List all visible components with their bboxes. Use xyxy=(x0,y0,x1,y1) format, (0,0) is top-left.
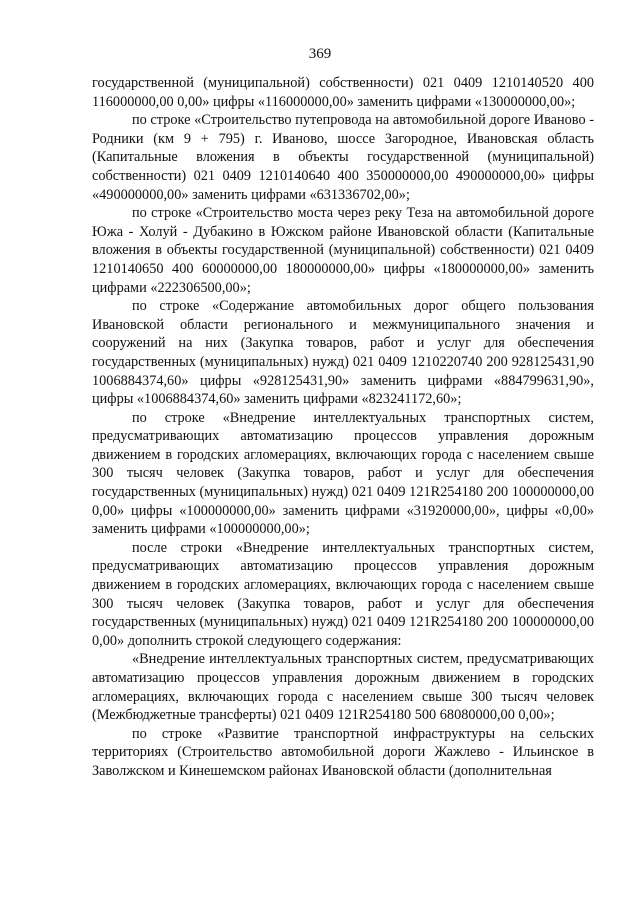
paragraph-new-line: «Внедрение интеллектуальных транспортных систем, предусматривающих автоматизацию процессов управления дорожным движением в городских агломерациях, включающих города с населением свыше 300 тысяч человек (Межбюджетные трансферты) 021 0409 121R254180 500 68080000,00 0,00»; xyxy=(92,651,594,724)
paragraph-after-line: после строки «Внедрение интеллектуальных транспортных систем, предусматривающих автоматизацию процессов управления дорожным движением в городских агломерациях, включающих города с населением свыше 300 тысяч человек (Закупка товаров, работ и услуг для обеспечения государственных (муниципальных) нужд) 021 0409 121R254180 200 100000000,00 0,00» дополнить строкой следующего содержания: xyxy=(92,539,594,649)
paragraph-continuation: государственной (муниципальной) собственности) 021 0409 1210140520 400 116000000,00 0,00» цифры «116000000,00» заменить цифрами «130000000,00»; xyxy=(92,75,594,110)
paragraph-teza-bridge: по строке «Строительство моста через реку Теза на автомобильной дороге Южа - Холуй - Дубакино в Южском районе Ивановской области (Капитальные вложения в объекты государственной (муниципальной) собственности) 021 0409 1210140650 400 60000000,00 180000000,00» цифры «180000000,00» заменить цифрами «222306500,00»; xyxy=(92,205,594,296)
document-body xyxy=(92,74,594,781)
paragraph-road-maintenance: по строке «Содержание автомобильных дорог общего пользования Ивановской области регионального и межмуниципального значения и сооружений на них (Закупка товаров, работ и услуг для обеспечения государственных (муниципальных) нужд) 021 0409 1210220740 200 928125431,90 1006884374,60» цифры «928125431,90» заменить цифрами «884799631,90», цифры «1006884374,60» заменить цифрами «823241172,60»; xyxy=(92,298,594,408)
page-number: 369 xyxy=(308,46,332,62)
paragraph-its-procurement: по строке «Внедрение интеллектуальных транспортных систем, предусматривающих автоматизацию процессов управления дорожным движением в городских агломерациях, включающих города с населением свыше 300 тысяч человек (Закупка товаров, работ и услуг для обеспечения государственных (муниципальных) нужд) 021 0409 121R254180 200 100000000,00 0,00» цифры «100000000,00» заменить цифрами «31920000,00», цифры «0,00» заменить цифрами «100000000,00»; xyxy=(92,409,594,538)
paragraph-overpass-construction: по строке «Строительство путепровода на автомобильной дороге Иваново - Родники (км 9 + 795) г. Иваново, шоссе Загородное, Ивановская область (Капитальные вложения в объекты государственной (муниципальной) собственности) 021 0409 1210140640 400 350000000,00 490000000,00» цифры «490000000,00» заменить цифрами «631336702,00»; xyxy=(92,112,594,203)
paragraph-rural-infrastructure: по строке «Развитие транспортной инфраструктуры на сельских территориях (Строительство автомобильной дороги Жажлево - Ильинское в Заволжском и Кинешемском районах Ивановской области (дополнительная xyxy=(92,725,594,779)
